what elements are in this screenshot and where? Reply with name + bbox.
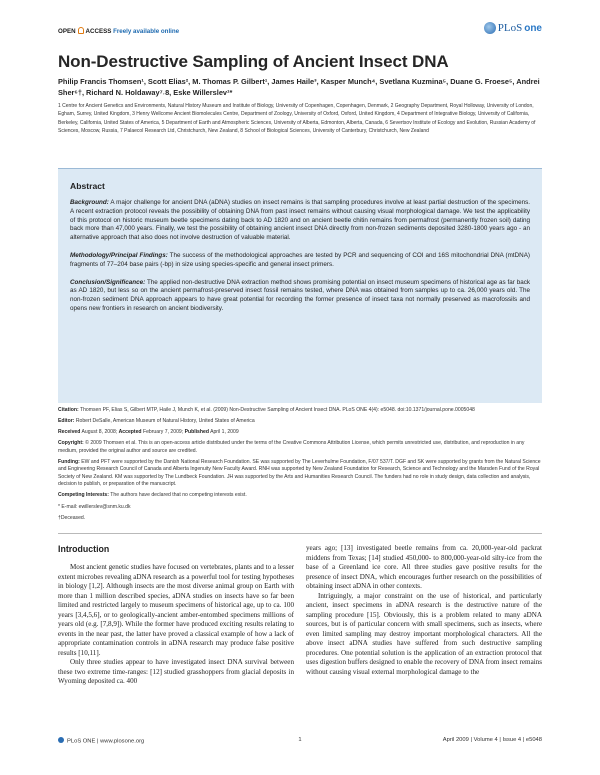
page-number: 1 xyxy=(298,737,302,743)
received-label: Received xyxy=(58,429,81,436)
conclusion-text: The applied non-destructive DNA extraction method shows promising potential on insect museum specimens of historical age as far back as AD 1820, but less so on the ancient permafrost-preserved insect fossil remains tested, where DNA was obtained from samples up to ca. 26,000 years old. The non-frozen sediment DNA approach appears to have great potential for recording the former presence of insect taxa not normally preserved as macrofossils and opens new frontiers in research on ancient biodiversity. xyxy=(70,278,530,312)
background-label: Background: xyxy=(70,199,109,206)
copyright-label: Copyright: xyxy=(58,440,84,447)
editor-text: Robert DeSalle, American Museum of Natural History, United States of America xyxy=(74,418,255,425)
page-footer xyxy=(58,737,542,747)
footer-issue: April 2009 | Volume 4 | Issue 4 | e5048 xyxy=(442,737,542,743)
published-label: Published xyxy=(184,429,209,436)
author-list: Philip Francis Thomsen¹, Scott Elias², M. Thomas P. Gilbert¹, James Haile³, Kasper Munch⁴, Svetlana Kuzmina⁵, Duane G. Froese⁵, Andrei Sher⁶†, Richard N. Holdaway⁷˒8, Eske Willerslev¹* xyxy=(58,77,540,98)
abstract-conclusion xyxy=(70,279,530,314)
logo-one-text: one xyxy=(524,22,542,34)
freely-available-label: Freely available online xyxy=(113,28,180,35)
editor-label: Editor: xyxy=(58,418,75,425)
copyright xyxy=(58,440,542,455)
affiliations: 1 Centre for Ancient Genetics and Environments, Natural History Museum and Institute of Biology, University of Copenhagen, Copenhagen, Denmark, 2 Geography Department, Royal Holloway, University of London, Egham, Surrey, United Kingdom, 3 Henry Wellcome Ancient Biomolecules Centre, Department of Zoology, University of Oxford, Oxford, United Kingdom, 4 Department of Integrative Biology, University of California, Berkeley, California, United States of America, 5 Department of Earth and Atmospheric Sciences, University of Alberta, Edmonton, Alberta, Canada, 6 Severtsov Institute of Ecology and Evolution, Russian Academy of Sciences, Moscow, Russia, 7 Palaecol Research Ltd, Christchurch, New Zealand, 8 School of Biological Sciences, University of Canterbury, Christchurch, New Zealand xyxy=(58,103,536,135)
funding xyxy=(58,459,542,489)
email[interactable]: * E-mail: ewillerslev@snm.ku.dk xyxy=(58,503,131,510)
citation-text[interactable]: Thomsen PF, Elias S, Gilbert MTP, Haile J, Munch K, et al. (2009) Non-Destructive Sampling of Ancient Insect DNA. PLoS ONE 4(4): e5048. doi:10.1371/journal.pone.0005048 xyxy=(78,407,475,413)
intro-paragraph-1: Most ancient genetic studies have focused on vertebrates, plants and to a lesser extent microbes revealing aDNA research as a powerful tool for testing hypotheses in biology [1,2]. Although insects are the most diverse animal group on Earth with more than 1 million described species, aDNA studies on insects have so far been limited and restricted largely to museum specimens of historical age, up to ca. 100 years [3,4,5,6], or to geologically-ancient amber-entombed specimens millions of years old (e.g. [7,8,9]). While the former have produced exciting results relating to events in the near past, the latter have proved a classical example of how a lack of appropriate contamination controls in aDNA research may produce false positive results [10,11]. xyxy=(58,563,294,657)
intro-paragraph-3: Intriguingly, a major constraint on the use of historical, and particularly ancient, insect specimens in aDNA research is the destructive nature of the sampling procedure [15]. Obviously, this is a problem related to many aDNA sources, but is of particular concern with small specimens, such as insects, where even limited sampling may destroy important morphological characters. All the above insect aDNA studies have suffered from such destructive sampling procedures. One potential solution is the application of an extraction protocol that uses digestion buffers designed to enable the recovery of DNA from insect remains without causing visual external morphological damage to the xyxy=(306,591,542,676)
open-access-lock-icon xyxy=(78,27,84,34)
abstract-methods xyxy=(70,252,530,270)
open-label: OPEN xyxy=(58,28,76,35)
accepted-label: Accepted xyxy=(118,429,142,436)
body-column-right xyxy=(306,544,542,677)
conclusion-label: Conclusion/Significance: xyxy=(70,278,146,286)
plos-one-logo[interactable] xyxy=(484,22,542,34)
access-label: ACCESS xyxy=(85,28,112,35)
footer-journal-text: PLoS ONE | www.plosone.org xyxy=(67,738,145,745)
published-date: April 1, 2009 xyxy=(208,429,239,436)
article-title: Non-Destructive Sampling of Ancient Insect DNA xyxy=(58,52,449,71)
copyright-text: © 2009 Thomsen et al. This is an open-access article distributed under the terms of the Creative Commons Attribution License, which permits unrestricted use, distribution, and reproduction in any medium, provided the original author and source are credited. xyxy=(58,440,525,454)
introduction-heading: Introduction xyxy=(58,544,110,554)
plos-globe-icon xyxy=(484,22,496,34)
background-text: A major challenge for ancient DNA (aDNA) studies on insect remains is that sampling procedures involve at least partial destruction of the specimens. A recent extraction protocol reveals the possibility of obtaining DNA from past insect remains without causing visual morphological damage. We test the applicability of this protocol on historic museum beetle specimens dating back to AD 1820 and on ancient beetle chitin remains from permafrost (permanently frozen soil) dating back more than 47,000 years. Finally, we test the possibility of obtaining ancient insect DNA directly from non-frozen sediments deposited 3280-1800 years ago - an alternative approach that also does not involve destruction of valuable material. xyxy=(70,199,530,242)
body-column-left xyxy=(58,563,294,687)
journal-header xyxy=(58,22,542,40)
open-access-banner xyxy=(58,26,179,38)
competing-text: The authors have declared that no competing interests exist. xyxy=(108,492,247,499)
dates xyxy=(58,429,542,437)
section-divider xyxy=(58,533,542,534)
citation-label: Citation: xyxy=(58,407,79,413)
funding-label: Funding: xyxy=(58,458,80,465)
accepted-date: February 7, 2009; xyxy=(141,429,185,436)
article-metadata xyxy=(58,407,542,526)
competing-label: Competing Interests: xyxy=(58,492,109,499)
intro-paragraph-continued: years ago; [13] investigated beetle remains from ca. 20,000-year-old packrat middens from Texas; [14] studied 450,000- to 800,000-year-old silty-ice from the base of a Greenland ice core. All three studies gave positive results for the presence of insect DNA, which encourages further research on the possibilities of obtaining insect aDNA in other contexts. xyxy=(306,544,542,590)
abstract-heading: Abstract xyxy=(70,181,105,191)
logo-plos-text: PLoS xyxy=(497,22,523,34)
funding-text: EW and PFT were supported by the Danish National Research Foundation. SE was supported by The Leverhulme Foundation, F/07 537/T. DGF and SK were supported by grants from the Natural Science and Engineering Research Council of Canada and Alberta Ingenuity New Faculty Award. RNH was supported by New Zealand Foundation for Research, Science and Technology and the Marsden Fund of the Royal Society of New Zealand. KM was supported by The Lundbeck Foundation. JH was supported by the Arts and Humanities Research Council. The funders had no role in study design, data collection and analysis, decision to publish, or preparation of the manuscript. xyxy=(58,458,541,488)
deceased-note: †Deceased. xyxy=(58,514,86,521)
editor xyxy=(58,418,542,426)
received-date: August 8, 2008; xyxy=(80,429,119,436)
methods-label: Methodology/Principal Findings: xyxy=(70,251,168,259)
abstract-background xyxy=(70,199,530,243)
competing-interests xyxy=(58,492,542,500)
abstract-box xyxy=(58,168,542,403)
methods-text: The success of the methodological approaches are tested by PCR and sequencing of COI and 16S mitochondrial DNA (mtDNA) fragments of 77–204 base pairs (-bp) in size using species-specific and general insect primers. xyxy=(70,251,530,268)
intro-paragraph-2: Only three studies appear to have investigated insect DNA survival between these two extreme time-ranges: [12] studied grasshoppers from glacial deposits in Wyoming deposited ca. 400 xyxy=(58,658,294,685)
citation xyxy=(58,407,542,415)
